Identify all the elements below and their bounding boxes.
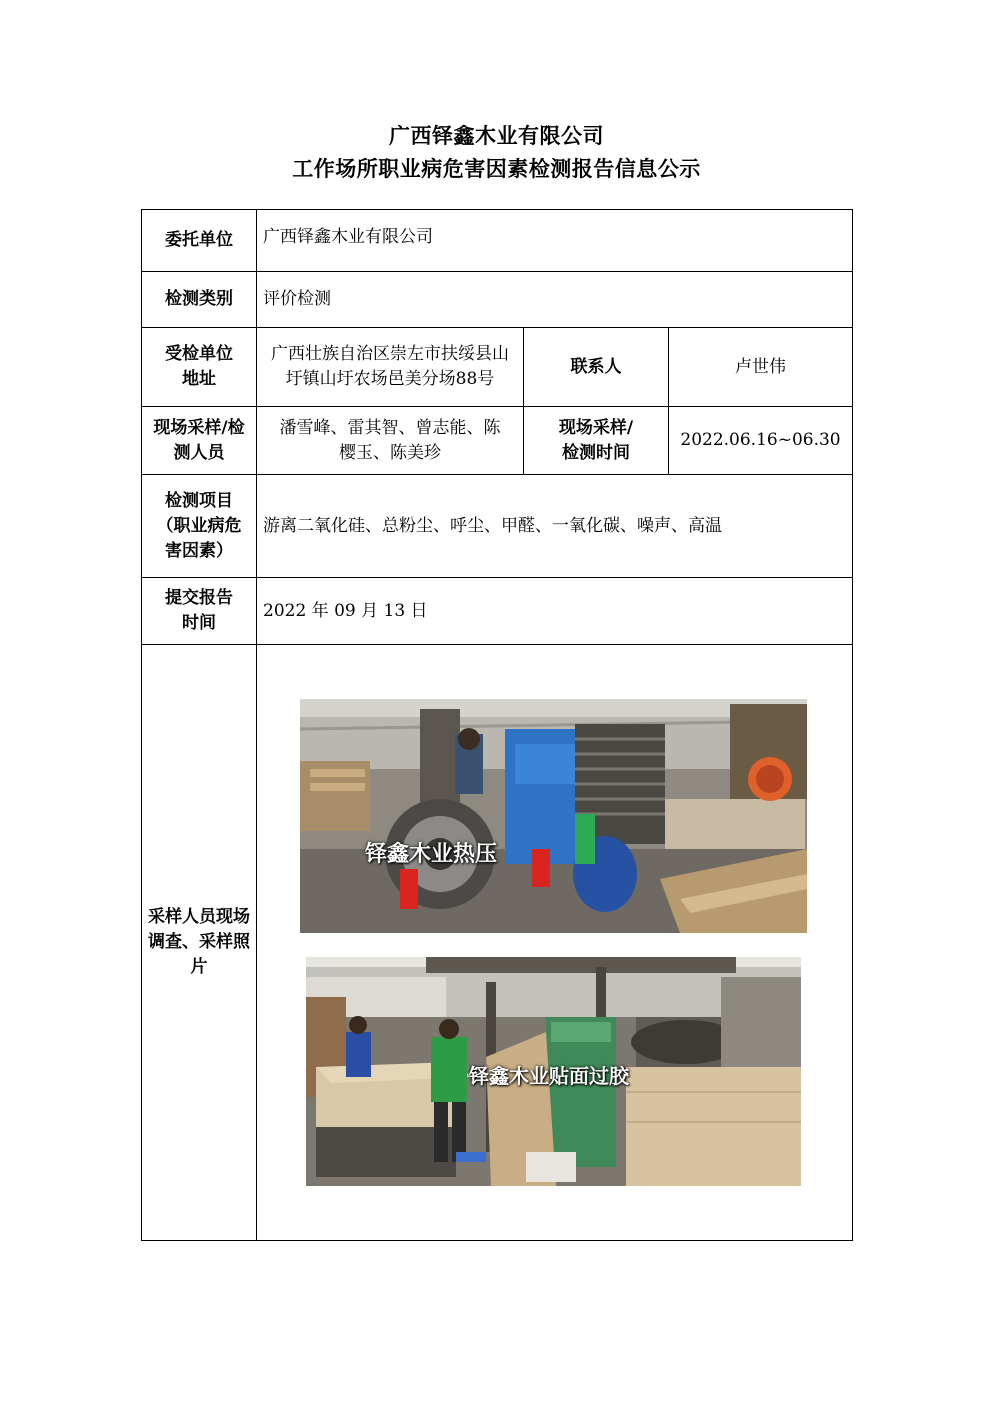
row-address bbox=[142, 328, 853, 407]
contact-label: 联系人 bbox=[524, 328, 669, 407]
client-value: 广西铎鑫木业有限公司 bbox=[257, 210, 853, 272]
row-items bbox=[142, 475, 853, 578]
contact-value: 卢世伟 bbox=[669, 328, 853, 407]
photo-veneer-gluing bbox=[306, 957, 801, 1186]
row-type bbox=[142, 272, 853, 328]
row-submit bbox=[142, 578, 853, 645]
client-label: 委托单位 bbox=[142, 210, 257, 272]
photo-caption-2: 铎鑫木业贴面过胶 bbox=[469, 1064, 629, 1088]
photos-label: 采样人员现场调查、采样照片 bbox=[142, 645, 257, 1241]
hot-press-scene-image bbox=[300, 699, 807, 933]
items-label: 检测项目（职业病危害因素） bbox=[142, 475, 257, 578]
type-value: 评价检测 bbox=[257, 272, 853, 328]
submit-value: 2022 年 09 月 13 日 bbox=[257, 578, 853, 645]
row-client bbox=[142, 210, 853, 272]
company-title: 广西铎鑫木业有限公司 bbox=[389, 123, 604, 148]
address-value: 广西壮族自治区崇左市扶绥县山圩镇山圩农场邑美分场88号 bbox=[257, 328, 524, 407]
address-label: 受检单位地址 bbox=[142, 328, 257, 407]
photo-caption-1: 铎鑫木业热压 bbox=[365, 842, 498, 867]
row-staff bbox=[142, 407, 853, 475]
time-value: 2022.06.16~06.30 bbox=[669, 407, 853, 475]
staff-label: 现场采样/检测人员 bbox=[142, 407, 257, 475]
staff-value: 潘雪峰、雷其智、曾志能、陈樱玉、陈美珍 bbox=[257, 407, 524, 475]
report-title: 工作场所职业病危害因素检测报告信息公示 bbox=[292, 156, 701, 181]
type-label: 检测类别 bbox=[142, 272, 257, 328]
time-label: 现场采样/检测时间 bbox=[524, 407, 669, 475]
photo-hot-press bbox=[300, 699, 807, 933]
items-value: 游离二氧化硅、总粉尘、呼尘、甲醛、一氧化碳、噪声、高温 bbox=[257, 475, 853, 578]
submit-label: 提交报告时间 bbox=[142, 578, 257, 645]
